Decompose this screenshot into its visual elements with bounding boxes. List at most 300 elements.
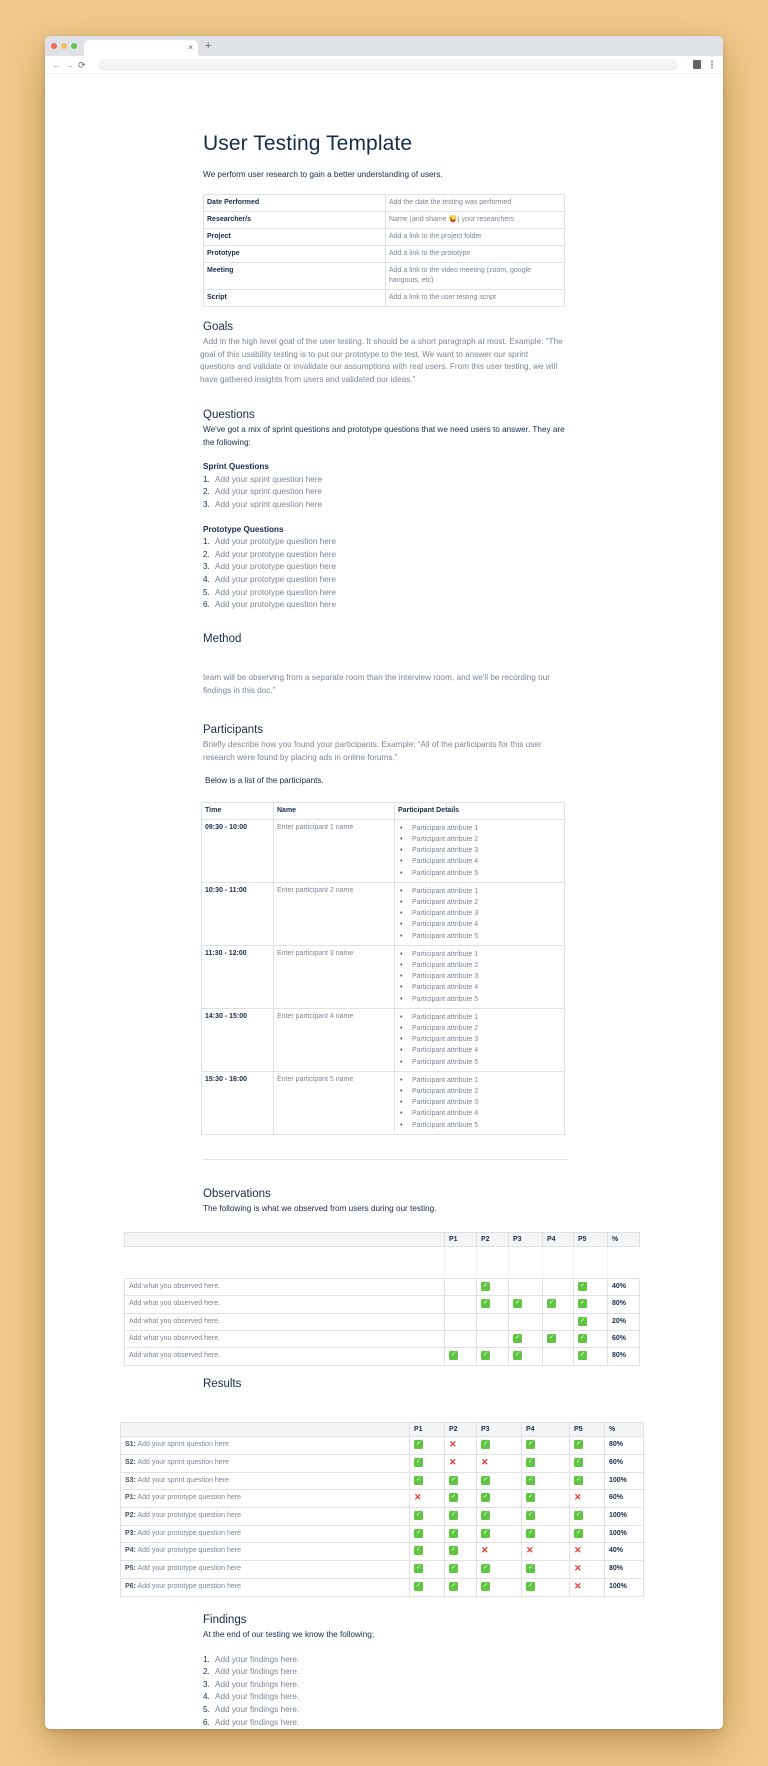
- question-cell[interactable]: [121, 1508, 410, 1525]
- mark-cell[interactable]: [522, 1525, 570, 1542]
- list-number: 3.: [203, 499, 210, 509]
- observation-text-field[interactable]: Add what you observed here.: [125, 1313, 445, 1330]
- bullet-icon: •: [400, 1121, 403, 1129]
- attribute-list: [398, 1075, 561, 1131]
- attribute-text: Participant attribute 2: [412, 1088, 479, 1096]
- mark-cell[interactable]: [410, 1543, 445, 1561]
- prototype-question-item[interactable]: [203, 574, 565, 587]
- mark-cell[interactable]: [477, 1296, 509, 1313]
- percentage: 80%: [608, 1296, 640, 1313]
- mark-cell[interactable]: [570, 1473, 605, 1490]
- mark-cell[interactable]: [543, 1331, 574, 1348]
- mark-cell[interactable]: [477, 1455, 522, 1473]
- observations-column-header: %: [608, 1233, 640, 1247]
- attribute-item[interactable]: [400, 834, 561, 845]
- check-icon: ✓: [450, 1352, 457, 1359]
- question-cell[interactable]: [121, 1490, 410, 1508]
- mark-cell[interactable]: [574, 1296, 608, 1313]
- meta-row: [204, 245, 565, 262]
- mark-cell[interactable]: [410, 1579, 445, 1597]
- check-icon: ✓: [482, 1565, 489, 1572]
- mark-cell[interactable]: [445, 1279, 477, 1296]
- question-text: Add your sprint question here: [137, 1441, 229, 1448]
- meta-value-field[interactable]: Add a link to the video meeting (zoom, google hangouts, etc): [386, 262, 565, 289]
- question-label: P6:: [125, 1583, 136, 1591]
- question-label: P3:: [125, 1529, 136, 1537]
- question-label: S1:: [125, 1441, 136, 1448]
- question-label: S2:: [125, 1459, 136, 1466]
- participant-name-field[interactable]: Enter participant 2 name: [274, 882, 395, 945]
- prototype-question-item[interactable]: [203, 599, 565, 612]
- list-item-text: Add your prototype question here: [215, 562, 337, 572]
- finding-item[interactable]: [203, 1654, 565, 1667]
- mark-cell[interactable]: [570, 1579, 605, 1597]
- mark-cell[interactable]: [445, 1296, 477, 1313]
- cross-icon: ✕: [449, 1457, 457, 1467]
- check-icon: ✓: [482, 1352, 489, 1359]
- mark-cell[interactable]: [509, 1348, 543, 1365]
- attribute-item[interactable]: [400, 1086, 561, 1097]
- list-number: 6.: [203, 600, 210, 610]
- participants-body[interactable]: Briefly describe how you found your participants. Example: “All of the participants for this user research were found by placing ads in online forums.”: [203, 740, 542, 762]
- list-item-text: Add your findings here.: [215, 1667, 300, 1677]
- time-slot: 10:30 - 11:00: [202, 882, 274, 945]
- check-icon: ✓: [415, 1459, 422, 1465]
- mark-cell[interactable]: [522, 1490, 570, 1508]
- question-text: Add your prototype question here: [137, 1512, 241, 1520]
- observation-text-field[interactable]: Add what you observed here.: [125, 1279, 445, 1296]
- cross-icon: ✕: [481, 1457, 489, 1467]
- attribute-text: Participant attribute 5: [412, 1121, 479, 1129]
- attribute-text: Participant attribute 5: [412, 869, 479, 877]
- mark-cell[interactable]: [477, 1313, 509, 1330]
- questions-body: We've got a mix of sprint questions and prototype questions that we need users to answer. They are the following:: [203, 425, 565, 447]
- attribute-item[interactable]: [400, 919, 561, 930]
- check-icon: ✓: [575, 1441, 582, 1447]
- attribute-text: Participant attribute 1: [412, 950, 479, 958]
- mark-cell[interactable]: [522, 1437, 570, 1455]
- attribute-item[interactable]: [400, 971, 561, 982]
- check-icon: ✓: [450, 1529, 457, 1536]
- check-icon: ✓: [575, 1477, 582, 1483]
- check-icon: ✓: [579, 1283, 586, 1289]
- sprint-question-item[interactable]: [203, 486, 565, 499]
- bullet-icon: •: [400, 1110, 403, 1118]
- mark-cell[interactable]: [477, 1508, 522, 1525]
- observations-column-header: P3: [509, 1233, 543, 1247]
- participant-name-field[interactable]: Enter participant 5 name: [274, 1071, 395, 1134]
- mark-cell[interactable]: [410, 1508, 445, 1525]
- check-icon: ✓: [450, 1477, 457, 1483]
- attribute-item[interactable]: [400, 856, 561, 867]
- observations-column-header: P4: [543, 1233, 574, 1247]
- mark-cell[interactable]: [574, 1348, 608, 1365]
- list-item-text: Add your findings here.: [215, 1692, 300, 1702]
- attribute-item[interactable]: [400, 897, 561, 908]
- goals-body[interactable]: Add in the high level goal of the user testing. It should be a short paragraph at most. Example: “The goal of this usability testing is to put our prototype to the test. We want to answer our sprint questions and validate or invalidate our assumptions with real users. From this user testing, we will have gathered insights from users and validated our ideas.”: [200, 337, 563, 384]
- meta-key: Researcher/s: [204, 211, 386, 228]
- observation-text-field[interactable]: Add what you observed here.: [125, 1348, 445, 1365]
- attribute-item[interactable]: [400, 1034, 561, 1045]
- attribute-item[interactable]: [400, 1075, 561, 1086]
- method-heading: Method: [203, 633, 242, 645]
- results-column-header: [121, 1423, 410, 1437]
- attribute-item[interactable]: [400, 868, 561, 879]
- participant-name-field[interactable]: Enter participant 1 name: [274, 819, 395, 882]
- attribute-item[interactable]: [400, 1023, 561, 1034]
- observation-row: [125, 1279, 640, 1296]
- list-number: 1.: [203, 1654, 210, 1664]
- participant-name-field[interactable]: Enter participant 4 name: [274, 1008, 395, 1071]
- prototype-question-item[interactable]: [203, 549, 565, 562]
- check-icon: ✓: [579, 1317, 586, 1324]
- bullet-icon: •: [400, 950, 403, 958]
- finding-item[interactable]: [203, 1691, 565, 1704]
- attribute-item[interactable]: [400, 1057, 561, 1068]
- mark-cell[interactable]: [477, 1561, 522, 1579]
- check-icon: ✓: [527, 1512, 534, 1519]
- mark-cell[interactable]: [445, 1455, 477, 1473]
- attribute-text: Participant attribute 2: [412, 1025, 479, 1033]
- mark-cell[interactable]: [543, 1296, 574, 1313]
- spacer-cell: [477, 1247, 509, 1279]
- participant-details: [395, 819, 565, 882]
- mark-cell[interactable]: [570, 1525, 605, 1542]
- finding-item[interactable]: [203, 1704, 565, 1717]
- spacer-cell: [608, 1247, 640, 1279]
- findings-list: [203, 1654, 565, 1729]
- question-cell[interactable]: [121, 1455, 410, 1473]
- attribute-item[interactable]: [400, 931, 561, 942]
- method-body[interactable]: team will be observing from a separate room than the interview room, and we'll be recording our findings in this doc.”: [203, 673, 550, 695]
- mark-cell[interactable]: [509, 1331, 543, 1348]
- cross-icon: ✕: [414, 1492, 422, 1503]
- attribute-list: [398, 886, 561, 942]
- percentage: 100%: [605, 1473, 644, 1490]
- address-bar[interactable]: [98, 59, 678, 71]
- mark-cell[interactable]: [522, 1579, 570, 1597]
- result-row: [121, 1525, 644, 1542]
- results-column-header: %: [605, 1423, 644, 1437]
- observation-text-field[interactable]: Add what you observed here.: [125, 1296, 445, 1313]
- finding-item[interactable]: [203, 1666, 565, 1679]
- attribute-item[interactable]: [400, 886, 561, 897]
- profile-icon[interactable]: [693, 60, 701, 69]
- check-icon: ✓: [548, 1335, 555, 1342]
- mark-cell[interactable]: [570, 1561, 605, 1579]
- check-icon: ✓: [482, 1529, 489, 1536]
- prototype-question-item[interactable]: [203, 587, 565, 600]
- check-icon: ✓: [579, 1300, 586, 1307]
- mark-cell[interactable]: [477, 1490, 522, 1508]
- mark-cell[interactable]: [410, 1525, 445, 1542]
- attribute-list: [398, 949, 561, 1005]
- attribute-item[interactable]: [400, 1045, 561, 1056]
- question-text: Add your prototype question here: [137, 1547, 241, 1555]
- mark-cell[interactable]: [570, 1490, 605, 1508]
- check-icon: ✓: [482, 1441, 489, 1447]
- list-item-text: Add your findings here.: [215, 1704, 300, 1714]
- finding-item[interactable]: [203, 1717, 565, 1729]
- cross-icon: ✕: [526, 1545, 534, 1556]
- mark-cell[interactable]: [522, 1561, 570, 1579]
- question-cell[interactable]: [121, 1437, 410, 1455]
- attribute-list: [398, 823, 561, 879]
- mark-cell[interactable]: [477, 1348, 509, 1365]
- cross-icon: ✕: [574, 1581, 582, 1592]
- mark-cell[interactable]: [543, 1348, 574, 1365]
- meta-value-field[interactable]: Add the date the testing was performed: [386, 194, 565, 211]
- meta-value-field[interactable]: Add a link to the prototype: [386, 245, 565, 262]
- observations-table: [124, 1232, 640, 1366]
- mark-cell[interactable]: [477, 1437, 522, 1455]
- prototype-question-item[interactable]: [203, 561, 565, 574]
- results-table: [120, 1422, 644, 1597]
- mark-cell[interactable]: [445, 1348, 477, 1365]
- meta-key: Date Performed: [204, 194, 386, 211]
- question-cell[interactable]: [121, 1473, 410, 1490]
- check-icon: ✓: [482, 1494, 489, 1501]
- mark-cell[interactable]: [410, 1455, 445, 1473]
- sprint-question-item[interactable]: [203, 474, 565, 487]
- list-item-text: Add your sprint question here: [215, 487, 322, 497]
- participant-row: [202, 1008, 565, 1071]
- participants-section: [203, 724, 565, 1135]
- check-icon: ✓: [415, 1529, 422, 1536]
- observations-column-header: P1: [445, 1233, 477, 1247]
- mark-cell[interactable]: [522, 1543, 570, 1561]
- question-text: Add your prototype question here: [137, 1494, 241, 1502]
- participant-name-field[interactable]: Enter participant 3 name: [274, 945, 395, 1008]
- attribute-text: Participant attribute 1: [412, 1013, 479, 1021]
- question-text: Add your prototype question here: [137, 1529, 241, 1537]
- mark-cell[interactable]: [570, 1455, 605, 1473]
- browser-tab[interactable]: [84, 40, 198, 56]
- mark-cell[interactable]: [570, 1543, 605, 1561]
- attribute-item[interactable]: [400, 960, 561, 971]
- mark-cell[interactable]: [445, 1525, 477, 1542]
- check-icon: ✓: [514, 1352, 521, 1359]
- mark-cell[interactable]: [477, 1579, 522, 1597]
- mark-cell[interactable]: [543, 1313, 574, 1330]
- sprint-question-item[interactable]: [203, 499, 565, 512]
- attribute-text: Participant attribute 3: [412, 910, 479, 918]
- observation-row: [125, 1348, 640, 1365]
- attribute-item[interactable]: [400, 908, 561, 919]
- attribute-text: Participant attribute 4: [412, 921, 479, 929]
- mark-cell[interactable]: [570, 1508, 605, 1525]
- check-icon: ✓: [527, 1459, 534, 1465]
- attribute-item[interactable]: [400, 1097, 561, 1108]
- result-row: [121, 1561, 644, 1579]
- column-header-name: Name: [274, 802, 395, 819]
- check-icon: ✓: [527, 1441, 534, 1447]
- question-cell[interactable]: [121, 1579, 410, 1597]
- divider: [203, 1159, 567, 1160]
- mark-cell[interactable]: [445, 1437, 477, 1455]
- mark-cell[interactable]: [574, 1331, 608, 1348]
- result-row: [121, 1490, 644, 1508]
- result-row: [121, 1543, 644, 1561]
- participant-row: [202, 945, 565, 1008]
- check-icon: ✓: [482, 1300, 489, 1307]
- attribute-item[interactable]: [400, 1108, 561, 1119]
- mark-cell[interactable]: [410, 1561, 445, 1579]
- forward-arrow-icon[interactable]: →: [65, 60, 74, 70]
- check-icon: ✓: [579, 1352, 586, 1359]
- participant-details: [395, 882, 565, 945]
- list-item-text: Add your sprint question here: [215, 474, 322, 484]
- maximize-window-button[interactable]: [71, 43, 77, 49]
- spacer-row: [125, 1247, 640, 1279]
- attribute-text: Participant attribute 3: [412, 973, 479, 981]
- prototype-question-item[interactable]: [203, 536, 565, 549]
- bullet-icon: •: [400, 887, 403, 895]
- mark-cell[interactable]: [410, 1473, 445, 1490]
- mark-cell[interactable]: [445, 1543, 477, 1561]
- result-row: [121, 1473, 644, 1490]
- mark-cell[interactable]: [445, 1579, 477, 1597]
- list-item-text: Add your findings here.: [215, 1679, 300, 1689]
- meta-value-field[interactable]: Add a link to the user testing script: [386, 289, 565, 306]
- percentage: 80%: [605, 1561, 644, 1579]
- check-icon: ✓: [527, 1529, 534, 1536]
- meta-table: [203, 194, 565, 307]
- check-icon: ✓: [482, 1477, 489, 1483]
- mark-cell[interactable]: [522, 1508, 570, 1525]
- check-icon: ✓: [527, 1477, 534, 1483]
- bullet-icon: •: [400, 835, 403, 843]
- reload-icon[interactable]: ⟳: [78, 60, 86, 70]
- findings-body: At the end of our testing we know the following;: [203, 1630, 375, 1639]
- participants-heading: Participants: [203, 724, 264, 736]
- question-cell[interactable]: [121, 1561, 410, 1579]
- spacer-cell: [509, 1247, 543, 1279]
- attribute-item[interactable]: [400, 823, 561, 834]
- column-header-time: Time: [202, 802, 274, 819]
- mark-cell[interactable]: [477, 1525, 522, 1542]
- attribute-item[interactable]: [400, 845, 561, 856]
- check-icon: ✓: [450, 1583, 457, 1590]
- percentage: 60%: [605, 1490, 644, 1508]
- observation-text-field[interactable]: Add what you observed here.: [125, 1331, 445, 1348]
- attribute-item[interactable]: [400, 982, 561, 993]
- bullet-icon: •: [400, 1025, 403, 1033]
- list-number: 2.: [203, 549, 210, 559]
- list-item-text: Add your findings here.: [215, 1717, 300, 1727]
- mark-cell[interactable]: [574, 1313, 608, 1330]
- bullet-icon: •: [400, 1088, 403, 1096]
- attribute-text: Participant attribute 4: [412, 1047, 479, 1055]
- percentage: 20%: [608, 1313, 640, 1330]
- mark-cell[interactable]: [445, 1313, 477, 1330]
- close-window-button[interactable]: [51, 43, 57, 49]
- meta-value-field[interactable]: Name (and shame 😜) your researchers: [386, 211, 565, 228]
- attribute-item[interactable]: [400, 1012, 561, 1023]
- result-row: [121, 1508, 644, 1525]
- attribute-text: Participant attribute 4: [412, 1110, 479, 1118]
- mark-cell[interactable]: [477, 1473, 522, 1490]
- bullet-icon: •: [400, 858, 403, 866]
- time-slot: 09:30 - 10:00: [202, 819, 274, 882]
- mark-cell[interactable]: [570, 1437, 605, 1455]
- attribute-text: Participant attribute 1: [412, 887, 479, 895]
- attribute-text: Participant attribute 4: [412, 984, 479, 992]
- list-item-text: Add your prototype question here: [215, 587, 337, 597]
- tab-close-icon[interactable]: ×: [188, 43, 193, 52]
- back-arrow-icon[interactable]: ←: [52, 60, 61, 70]
- mark-cell[interactable]: [477, 1331, 509, 1348]
- kebab-menu-icon[interactable]: [711, 60, 713, 69]
- attribute-text: Participant attribute 3: [412, 847, 479, 855]
- mark-cell[interactable]: [445, 1508, 477, 1525]
- bullet-icon: •: [400, 1036, 403, 1044]
- mark-cell[interactable]: [509, 1313, 543, 1330]
- method-section: [203, 633, 565, 697]
- meta-value-field[interactable]: Add a link to the project folder: [386, 228, 565, 245]
- observation-row: [125, 1313, 640, 1330]
- question-text: Add your prototype question here: [137, 1565, 241, 1573]
- attribute-text: Participant attribute 2: [412, 899, 479, 906]
- meta-key: Script: [204, 289, 386, 306]
- check-icon: ✓: [415, 1512, 422, 1519]
- attribute-item[interactable]: [400, 949, 561, 960]
- mark-cell[interactable]: [477, 1279, 509, 1296]
- participant-details: [395, 1071, 565, 1134]
- mark-cell[interactable]: [509, 1296, 543, 1313]
- question-label: S3:: [125, 1477, 136, 1484]
- participant-details: [395, 1008, 565, 1071]
- sprint-questions-heading: Sprint Questions: [203, 462, 269, 472]
- mark-cell[interactable]: [522, 1473, 570, 1490]
- mark-cell[interactable]: [522, 1455, 570, 1473]
- result-row: [121, 1437, 644, 1455]
- attribute-item[interactable]: [400, 1120, 561, 1131]
- cross-icon: ✕: [449, 1439, 457, 1449]
- list-number: 2.: [203, 487, 210, 497]
- attribute-text: Participant attribute 5: [412, 1058, 479, 1066]
- attribute-text: Participant attribute 3: [412, 1036, 479, 1044]
- mark-cell[interactable]: [445, 1473, 477, 1490]
- mark-cell[interactable]: [410, 1437, 445, 1455]
- results-column-header: P2: [445, 1423, 477, 1437]
- check-icon: ✓: [575, 1459, 582, 1465]
- check-icon: ✓: [450, 1565, 457, 1572]
- mark-cell[interactable]: [445, 1331, 477, 1348]
- mark-cell[interactable]: [445, 1561, 477, 1579]
- percentage: 80%: [608, 1348, 640, 1365]
- mark-cell[interactable]: [477, 1543, 522, 1561]
- bullet-icon: •: [400, 973, 403, 981]
- window-controls: [51, 43, 77, 49]
- question-text: Add your sprint question here: [137, 1459, 229, 1466]
- mark-cell[interactable]: [543, 1279, 574, 1296]
- mark-cell[interactable]: [410, 1490, 445, 1508]
- mark-cell[interactable]: [445, 1490, 477, 1508]
- bullet-icon: •: [400, 1047, 403, 1055]
- check-icon: ✓: [575, 1529, 582, 1536]
- new-tab-icon[interactable]: +: [205, 40, 212, 52]
- mark-cell[interactable]: [509, 1279, 543, 1296]
- question-cell[interactable]: [121, 1543, 410, 1561]
- spacer-cell: [543, 1247, 574, 1279]
- attribute-item[interactable]: [400, 994, 561, 1005]
- minimize-window-button[interactable]: [61, 43, 67, 49]
- mark-cell[interactable]: [574, 1279, 608, 1296]
- participant-row: [202, 882, 565, 945]
- question-cell[interactable]: [121, 1525, 410, 1542]
- finding-item[interactable]: [203, 1679, 565, 1692]
